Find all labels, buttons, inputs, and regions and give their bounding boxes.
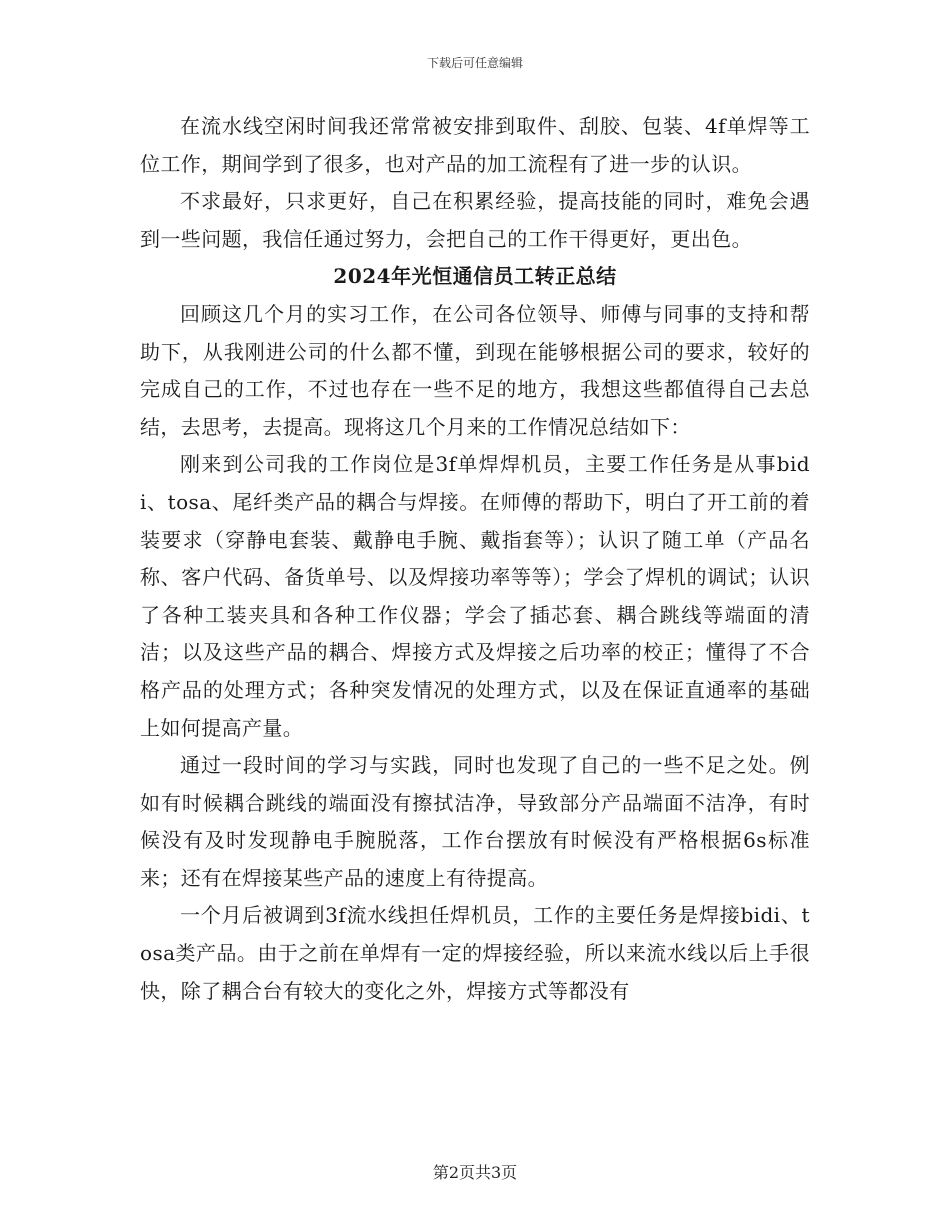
paragraph: 回顾这几个月的实习工作，在公司各位领导、师傅与同事的支持和帮助下，从我刚进公司的什么都不懂，到现在能够根据公司的要求，较好的完成自己的工作，不过也存在一些不足的地方，我想这些都值得自己去总结，去思考，去提高。现将这几个月来的工作情况总结如下：	[140, 301, 810, 439]
document-body	[140, 108, 810, 1010]
page-header: 下载后可任意编辑	[426, 56, 523, 70]
section-title: 2024年光恒通信员工转正总结	[333, 264, 617, 289]
paragraph: 在流水线空闲时间我还常常被安排到取件、刮胶、包装、4f单焊等工位工作，期间学到了很多，也对产品的加工流程有了进一步的认识。	[140, 114, 810, 176]
paragraph: 一个月后被调到3f流水线担任焊机员，工作的主要任务是焊接bidi、tosa类产品。由于之前在单焊有一定的焊接经验，所以来流水线以后上手很快，除了耦合台有较大的变化之外，焊接方式等都没有	[140, 903, 810, 1003]
page-footer: 第2页共3页	[432, 1163, 518, 1182]
paragraph: 刚来到公司我的工作岗位是3f单焊焊机员，主要工作任务是从事bidi、tosa、尾纤类产品的耦合与焊接。在师傅的帮助下，明白了开工前的着装要求（穿静电套装、戴静电手腕、戴指套等）；认识了随工单（产品名称、客户代码、备货单号、以及焊接功率等等）；学会了焊机的调试；认识了各种工装夹具和各种工作仪器；学会了插芯套、耦合跳线等端面的清洁；以及这些产品的耦合、焊接方式及焊接之后功率的校正；懂得了不合格产品的处理方式；各种突发情况的处理方式，以及在保证直通率的基础上如何提高产量。	[140, 452, 810, 740]
paragraph: 不求最好，只求更好，自己在积累经验，提高技能的同时，难免会遇到一些问题，我信任通过努力，会把自己的工作干得更好，更出色。	[140, 189, 810, 251]
paragraph: 通过一段时间的学习与实践，同时也发现了自己的一些不足之处。例如有时候耦合跳线的端面没有擦拭洁净，导致部分产品端面不洁净，有时候没有及时发现静电手腕脱落，工作台摆放有时候没有严格根据6s标准来；还有在焊接某些产品的速度上有待提高。	[140, 753, 810, 890]
